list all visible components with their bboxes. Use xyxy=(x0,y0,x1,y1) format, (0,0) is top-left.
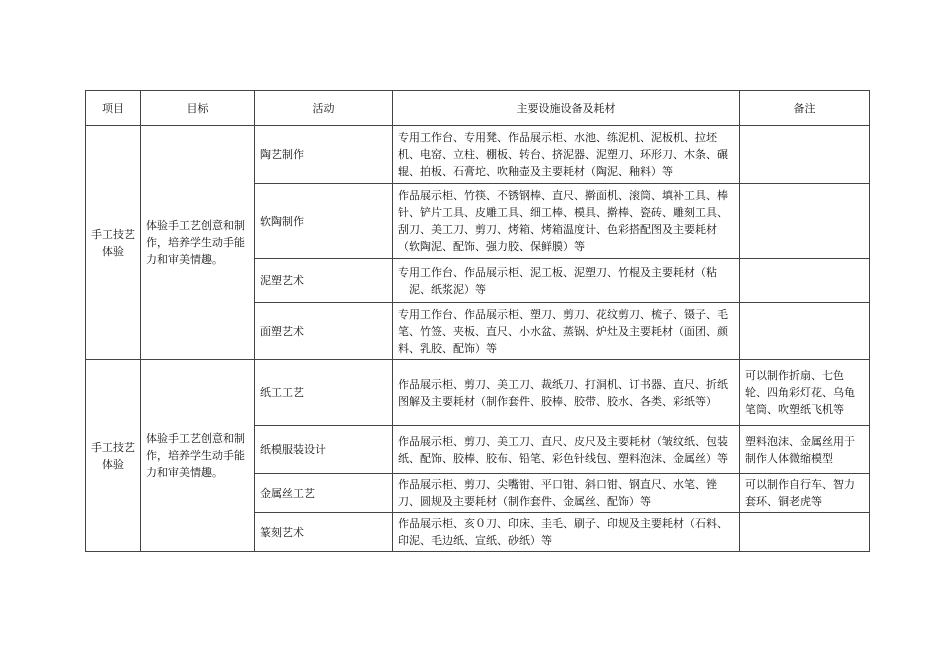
table-row xyxy=(86,360,870,426)
header-goal: 目标 xyxy=(141,91,255,126)
equipment-cell: 专用工作台、专用凳、作品展示柜、水池、练泥机、泥板机、拉坯机、电窑、立柱、棚板、转台、挤泥器、泥塑刀、环形刀、木条、碾辊、拍板、石膏坨、吹釉壶及主要耗材（陶泥、釉料）等 xyxy=(393,126,740,184)
equipment-text: 专用工作台、作品展示柜、泥工板、泥塑刀、竹棍及主要耗材（粘泥、纸浆泥）等 xyxy=(398,265,717,296)
header-equipment: 主要设施设备及耗材 xyxy=(393,91,740,126)
activity-cell: 纸工工艺 xyxy=(255,360,393,426)
project-cell: 手工技艺体验 xyxy=(86,126,141,360)
note-cell: 塑料泡沫、金属丝用于制作人体微缩模型 xyxy=(740,426,870,474)
activity-cell: 软陶制作 xyxy=(255,184,393,259)
header-project: 项目 xyxy=(86,91,141,126)
note-cell xyxy=(740,184,870,259)
activity-cell: 金属丝工艺 xyxy=(255,474,393,513)
equipment-cell: 作品展示柜、剪刀、美工刀、直尺、皮尺及主要耗材（皱纹纸、包装纸、配饰、胶棒、胶布、铅笔、彩色针线包、塑料泡沫、金属丝）等 xyxy=(393,426,740,474)
project-cell: 手工技艺体验 xyxy=(86,360,141,552)
header-row xyxy=(86,91,870,126)
goal-cell: 体验手工艺创意和制作，培养学生动手能力和审美情趣。 xyxy=(141,126,255,360)
activity-cell: 纸模服装设计 xyxy=(255,426,393,474)
goal-cell: 体验手工艺创意和制作，培养学生动手能力和审美情趣。 xyxy=(141,360,255,552)
note-cell xyxy=(740,513,870,552)
note-cell xyxy=(740,303,870,360)
note-cell: 可以制作自行车、智力套环、铜老虎等 xyxy=(740,474,870,513)
equipment-cell: 专用工作台、作品展示柜、塑刀、剪刀、花纹剪刀、梳子、镊子、毛笔、竹签、夹板、直尺、小水盆、蒸锅、炉灶及主要耗材（面团、颜料、乳胶、配饰）等 xyxy=(393,303,740,360)
header-note: 备注 xyxy=(740,91,870,126)
note-cell xyxy=(740,259,870,303)
activity-cell: 泥塑艺术 xyxy=(255,259,393,303)
activity-cell: 陶艺制作 xyxy=(255,126,393,184)
table-row xyxy=(86,126,870,184)
equipment-cell: 作品展示柜、剪刀、美工刀、裁纸刀、打洞机、订书器、直尺、折纸图解及主要耗材（制作套件、胶棒、胶带、胶水、各类、彩纸等） xyxy=(393,360,740,426)
header-activity: 活动 xyxy=(255,91,393,126)
equipment-cell: 作品展示柜、竹筷、不锈钢棒、直尺、擀面机、滚筒、填补工具、棒针、铲片工具、皮雕工具、细工棒、模具、擀棒、瓷砖、雕刻工具、刮刀、美工刀、剪刀、烤箱、烤箱温度计、色彩搭配图及主要耗材（软陶泥、配饰、强力胶、保鲜膜）等 xyxy=(393,184,740,259)
note-cell: 可以制作折扇、七色轮、四角彩灯花、乌龟笔筒、吹塑纸飞机等 xyxy=(740,360,870,426)
equipment-cell xyxy=(393,259,740,303)
equipment-table xyxy=(85,90,870,552)
equipment-cell: 作品展示柜、亥０刀、印床、圭毛、刷子、印规及主要耗材（石料、印泥、毛边纸、宣纸、砂纸）等 xyxy=(393,513,740,552)
note-cell xyxy=(740,126,870,184)
activity-cell: 篆刻艺术 xyxy=(255,513,393,552)
equipment-cell: 作品展示柜、剪刀、尖嘴钳、平口钳、斜口钳、钢直尺、水笔、锉刀、圆规及主要耗材（制作套件、金属丝、配饰）等 xyxy=(393,474,740,513)
activity-cell: 面塑艺术 xyxy=(255,303,393,360)
